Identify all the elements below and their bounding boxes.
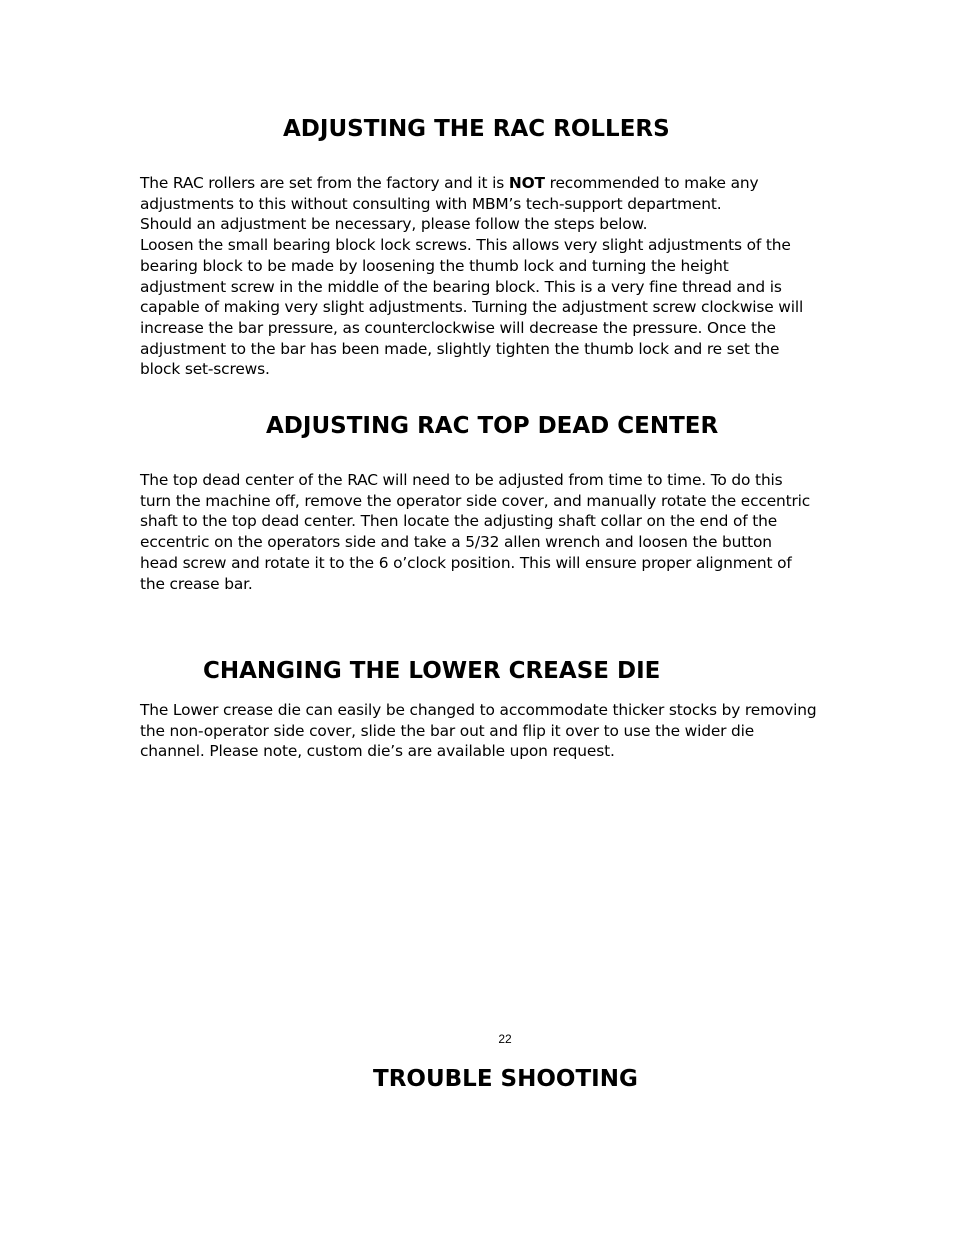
paragraph-line: Should an adjustment be necessary, please follow the steps below. — [140, 215, 648, 234]
emphasis-not: NOT — [508, 174, 545, 192]
paragraph-line: The RAC rollers are set from the factory and it is NOT recommended to make any — [140, 174, 759, 192]
heading-adjusting-rac-rollers: ADJUSTING THE RAC ROLLERS — [283, 116, 670, 142]
paragraph-line: bearing block to be made by loosening the thumb lock and turning the height — [140, 256, 729, 275]
page-number: 22 — [498, 1032, 512, 1046]
heading-trouble-shooting: TROUBLE SHOOTING — [373, 1066, 638, 1092]
heading-adjusting-rac-top-dead-center: ADJUSTING RAC TOP DEAD CENTER — [266, 413, 719, 439]
paragraph-line: block set-screws. — [140, 360, 270, 379]
paragraph-line: Loosen the small bearing block lock screws. This allows very slight adjustments of the — [140, 236, 791, 255]
paragraph-line: capable of making very slight adjustments. Turning the adjustment screw clockwise will — [140, 298, 804, 317]
paragraph-line: adjustment screw in the middle of the bearing block. This is a very fine thread and is — [140, 277, 782, 296]
paragraph-lower-crease-die — [140, 700, 830, 762]
paragraph-top-dead-center — [140, 470, 830, 594]
paragraph-line: The Lower crease die can easily be changed to accommodate thicker stocks by removing — [140, 701, 817, 719]
paragraph-line: the non-operator side cover, slide the bar out and flip it over to use the wider die — [140, 721, 755, 740]
paragraph-line: eccentric on the operators side and take a 5/32 allen wrench and loosen the button — [140, 533, 772, 552]
paragraph-rac-rollers — [140, 173, 830, 380]
paragraph-line: increase the bar pressure, as counterclockwise will decrease the pressure. Once the — [140, 318, 776, 337]
paragraph-line: adjustments to this without consulting with MBM’s tech-support department. — [140, 194, 722, 213]
paragraph-line: The top dead center of the RAC will need to be adjusted from time to time. To do this — [140, 471, 783, 489]
paragraph-line: channel. Please note, custom die’s are available upon request. — [140, 742, 615, 761]
paragraph-line: shaft to the top dead center. Then locate the adjusting shaft collar on the end of the — [140, 512, 778, 531]
heading-changing-lower-crease-die: CHANGING THE LOWER CREASE DIE — [203, 658, 661, 684]
paragraph-line: head screw and rotate it to the 6 o’clock position. This will ensure proper alignment of — [140, 553, 792, 572]
paragraph-line: turn the machine off, remove the operator side cover, and manually rotate the eccentric — [140, 491, 811, 510]
paragraph-line: the crease bar. — [140, 574, 253, 593]
paragraph-line: adjustment to the bar has been made, slightly tighten the thumb lock and re set the — [140, 339, 780, 358]
